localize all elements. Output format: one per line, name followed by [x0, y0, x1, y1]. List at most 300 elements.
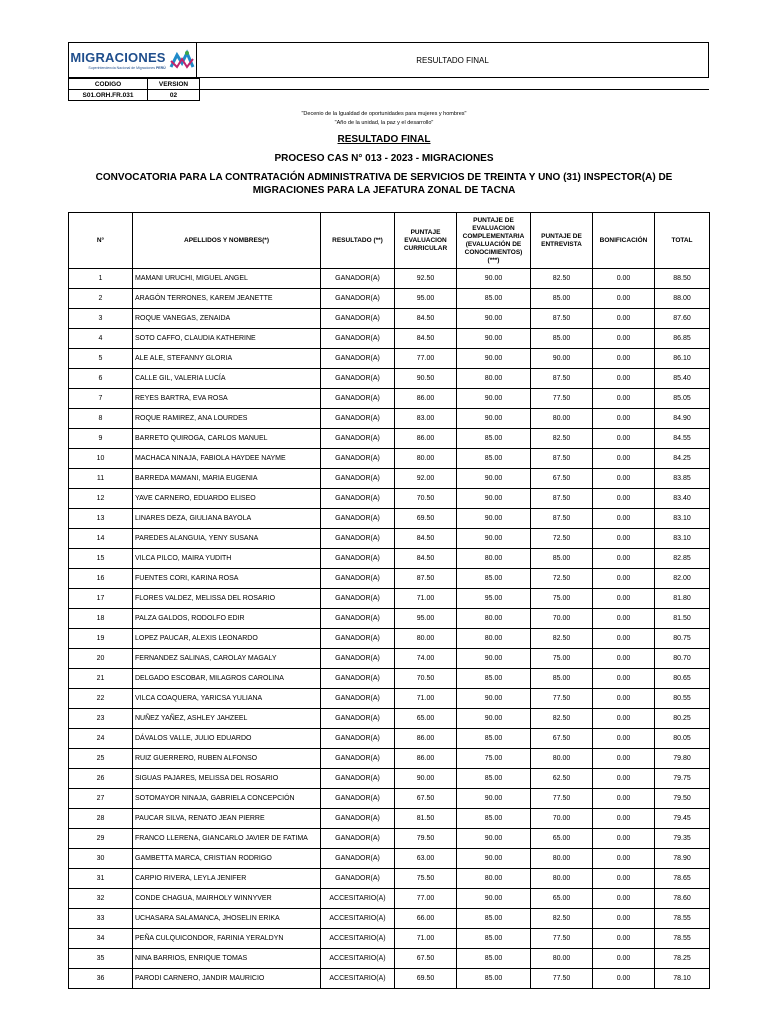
table-row	[69, 849, 710, 869]
cell-total: 83.10	[655, 529, 710, 549]
cell-name: PAUCAR SILVA, RENATO JEAN PIERRE	[133, 809, 321, 829]
cell-name: VILCA PILCO, MAIRA YUDITH	[133, 549, 321, 569]
cell-result: ACCESITARIO(A)	[321, 889, 395, 909]
cell-n: 26	[69, 769, 133, 789]
cell-n: 5	[69, 349, 133, 369]
cell-result: GANADOR(A)	[321, 429, 395, 449]
cell-comp: 90.00	[457, 309, 531, 329]
cell-n: 12	[69, 489, 133, 509]
table-row	[69, 969, 710, 989]
table-row	[69, 569, 710, 589]
cell-name: DELGADO ESCOBAR, MILAGROS CAROLINA	[133, 669, 321, 689]
cell-name: ROQUE RAMIREZ, ANA LOURDES	[133, 409, 321, 429]
cell-total: 83.40	[655, 489, 710, 509]
cell-cv: 77.00	[395, 889, 457, 909]
cell-result: GANADOR(A)	[321, 689, 395, 709]
cell-total: 84.55	[655, 429, 710, 449]
cell-total: 85.40	[655, 369, 710, 389]
cell-result: GANADOR(A)	[321, 729, 395, 749]
cell-total: 79.80	[655, 749, 710, 769]
cell-result: GANADOR(A)	[321, 489, 395, 509]
cell-interview: 85.00	[531, 669, 593, 689]
cell-bonus: 0.00	[593, 689, 655, 709]
cell-interview: 70.00	[531, 609, 593, 629]
cell-result: GANADOR(A)	[321, 569, 395, 589]
cell-total: 80.75	[655, 629, 710, 649]
cell-cv: 80.00	[395, 629, 457, 649]
cell-comp: 85.00	[457, 429, 531, 449]
cell-total: 88.00	[655, 289, 710, 309]
cell-total: 82.00	[655, 569, 710, 589]
cell-bonus: 0.00	[593, 489, 655, 509]
cell-bonus: 0.00	[593, 749, 655, 769]
cell-bonus: 0.00	[593, 809, 655, 829]
cell-interview: 85.00	[531, 549, 593, 569]
col-header-name: APELLIDOS Y NOMBRES(*)	[133, 213, 321, 269]
cell-cv: 90.00	[395, 769, 457, 789]
cell-n: 24	[69, 729, 133, 749]
cell-total: 78.90	[655, 849, 710, 869]
cell-name: PEÑA CULQUICONDOR, FARINIA YERALDYN	[133, 929, 321, 949]
cell-total: 81.50	[655, 609, 710, 629]
cell-name: LINARES DEZA, GIULIANA BAYOLA	[133, 509, 321, 529]
cell-interview: 87.50	[531, 509, 593, 529]
cell-bonus: 0.00	[593, 569, 655, 589]
cell-total: 79.45	[655, 809, 710, 829]
cell-name: FRANCO LLERENA, GIANCARLO JAVIER DE FATIMA	[133, 829, 321, 849]
cell-cv: 95.00	[395, 289, 457, 309]
cell-bonus: 0.00	[593, 429, 655, 449]
table-row	[69, 429, 710, 449]
table-row	[69, 329, 710, 349]
cell-bonus: 0.00	[593, 509, 655, 529]
cell-bonus: 0.00	[593, 969, 655, 989]
cell-n: 27	[69, 789, 133, 809]
cell-bonus: 0.00	[593, 389, 655, 409]
cell-bonus: 0.00	[593, 949, 655, 969]
cell-comp: 95.00	[457, 589, 531, 609]
cell-comp: 90.00	[457, 409, 531, 429]
cell-comp: 80.00	[457, 549, 531, 569]
cell-bonus: 0.00	[593, 669, 655, 689]
cell-total: 84.25	[655, 449, 710, 469]
col-header-result: RESULTADO (**)	[321, 213, 395, 269]
cell-bonus: 0.00	[593, 909, 655, 929]
cell-interview: 82.50	[531, 429, 593, 449]
cell-name: CONDE CHAGUA, MAIRHOLY WINNYVER	[133, 889, 321, 909]
cell-cv: 77.00	[395, 349, 457, 369]
process-title: PROCESO CAS N° 013 - 2023 - MIGRACIONES	[274, 153, 494, 164]
cell-n: 15	[69, 549, 133, 569]
col-header-bonus: BONIFICACIÓN	[593, 213, 655, 269]
cell-total: 78.55	[655, 909, 710, 929]
cell-comp: 85.00	[457, 969, 531, 989]
cell-comp: 80.00	[457, 869, 531, 889]
cell-bonus: 0.00	[593, 409, 655, 429]
cell-interview: 82.50	[531, 629, 593, 649]
year-quote: "Año de la unidad, la paz y el desarrollo"	[334, 120, 434, 126]
cell-cv: 84.50	[395, 529, 457, 549]
cell-bonus: 0.00	[593, 609, 655, 629]
table-row	[69, 489, 710, 509]
cell-comp: 85.00	[457, 669, 531, 689]
cell-cv: 80.00	[395, 449, 457, 469]
col-header-total: TOTAL	[655, 213, 710, 269]
cell-interview: 82.50	[531, 709, 593, 729]
table-row	[69, 769, 710, 789]
cell-result: ACCESITARIO(A)	[321, 909, 395, 929]
migraciones-logo	[70, 49, 194, 71]
cell-interview: 87.50	[531, 489, 593, 509]
cell-interview: 82.50	[531, 909, 593, 929]
cell-result: GANADOR(A)	[321, 649, 395, 669]
cell-n: 17	[69, 589, 133, 609]
cell-n: 22	[69, 689, 133, 709]
document-header	[68, 42, 709, 98]
cell-bonus: 0.00	[593, 369, 655, 389]
cell-cv: 84.50	[395, 309, 457, 329]
table-row	[69, 689, 710, 709]
cell-n: 28	[69, 809, 133, 829]
cell-result: GANADOR(A)	[321, 389, 395, 409]
cell-n: 3	[69, 309, 133, 329]
cell-total: 80.65	[655, 669, 710, 689]
cell-bonus: 0.00	[593, 829, 655, 849]
cell-comp: 90.00	[457, 349, 531, 369]
cell-cv: 75.50	[395, 869, 457, 889]
cell-cv: 92.50	[395, 269, 457, 289]
table-row	[69, 389, 710, 409]
cell-bonus: 0.00	[593, 709, 655, 729]
cell-n: 19	[69, 629, 133, 649]
cell-interview: 82.50	[531, 269, 593, 289]
cell-result: GANADOR(A)	[321, 369, 395, 389]
cell-name: GAMBETTA MARCA, CRISTIAN RODRIGO	[133, 849, 321, 869]
cell-name: VILCA COAQUERA, YARICSA YULIANA	[133, 689, 321, 709]
cell-bonus: 0.00	[593, 769, 655, 789]
cell-cv: 70.50	[395, 669, 457, 689]
cell-bonus: 0.00	[593, 529, 655, 549]
col-header-n: N°	[69, 213, 133, 269]
cell-total: 78.10	[655, 969, 710, 989]
table-row	[69, 709, 710, 729]
cell-bonus: 0.00	[593, 729, 655, 749]
cell-n: 25	[69, 749, 133, 769]
cell-interview: 87.50	[531, 449, 593, 469]
cell-name: RUIZ GUERRERO, RUBEN ALFONSO	[133, 749, 321, 769]
results-table	[68, 212, 710, 989]
cell-cv: 90.50	[395, 369, 457, 389]
cell-interview: 85.00	[531, 289, 593, 309]
cell-comp: 85.00	[457, 289, 531, 309]
cell-bonus: 0.00	[593, 269, 655, 289]
table-row	[69, 869, 710, 889]
cell-interview: 77.50	[531, 689, 593, 709]
table-header-row	[69, 213, 710, 269]
cell-cv: 83.00	[395, 409, 457, 429]
cell-total: 80.55	[655, 689, 710, 709]
table-row	[69, 889, 710, 909]
cell-interview: 62.50	[531, 769, 593, 789]
cell-bonus: 0.00	[593, 849, 655, 869]
version-label: VERSION	[148, 79, 200, 90]
table-row	[69, 929, 710, 949]
cell-comp: 85.00	[457, 569, 531, 589]
cell-cv: 69.50	[395, 969, 457, 989]
cell-n: 18	[69, 609, 133, 629]
table-row	[69, 609, 710, 629]
table-row	[69, 409, 710, 429]
cell-result: GANADOR(A)	[321, 349, 395, 369]
cell-total: 83.85	[655, 469, 710, 489]
cell-cv: 71.00	[395, 589, 457, 609]
cell-bonus: 0.00	[593, 349, 655, 369]
cell-name: MACHACA NINAJA, FABIOLA HAYDEE NAYME	[133, 449, 321, 469]
cell-bonus: 0.00	[593, 889, 655, 909]
cell-cv: 86.00	[395, 429, 457, 449]
cell-result: GANADOR(A)	[321, 449, 395, 469]
table-row	[69, 729, 710, 749]
cell-result: GANADOR(A)	[321, 749, 395, 769]
cell-n: 33	[69, 909, 133, 929]
cell-result: ACCESITARIO(A)	[321, 969, 395, 989]
cell-total: 80.70	[655, 649, 710, 669]
table-row	[69, 509, 710, 529]
cell-interview: 90.00	[531, 349, 593, 369]
cell-name: YAVE CARNERO, EDUARDO ELISEO	[133, 489, 321, 509]
cell-total: 86.10	[655, 349, 710, 369]
cell-total: 88.50	[655, 269, 710, 289]
cell-comp: 90.00	[457, 489, 531, 509]
cell-name: PAREDES ALANGUIA, YENY SUSANA	[133, 529, 321, 549]
cell-name: FUENTES CORI, KARINA ROSA	[133, 569, 321, 589]
cell-result: GANADOR(A)	[321, 869, 395, 889]
cell-n: 31	[69, 869, 133, 889]
cell-comp: 80.00	[457, 369, 531, 389]
cell-comp: 85.00	[457, 769, 531, 789]
cell-total: 79.50	[655, 789, 710, 809]
cell-interview: 65.00	[531, 889, 593, 909]
cell-result: ACCESITARIO(A)	[321, 949, 395, 969]
cell-name: UCHASARA SALAMANCA, JHOSELIN ERIKA	[133, 909, 321, 929]
cell-comp: 90.00	[457, 649, 531, 669]
cell-comp: 90.00	[457, 469, 531, 489]
col-header-comp: PUNTAJE DE EVALUACION COMPLEMENTARIA (EVALUACIÓN DE CONOCIMIENTOS) (***)	[457, 213, 531, 269]
cell-cv: 86.00	[395, 729, 457, 749]
logo-country: PERÚ	[155, 66, 166, 70]
cell-bonus: 0.00	[593, 929, 655, 949]
cell-name: SOTO CAFFO, CLAUDIA KATHERINE	[133, 329, 321, 349]
cell-result: GANADOR(A)	[321, 769, 395, 789]
cell-n: 11	[69, 469, 133, 489]
cell-total: 85.05	[655, 389, 710, 409]
table-row	[69, 269, 710, 289]
cell-result: GANADOR(A)	[321, 589, 395, 609]
cell-interview: 67.50	[531, 469, 593, 489]
cell-total: 79.35	[655, 829, 710, 849]
logo-text: MIGRACIONES	[70, 50, 166, 65]
table-row	[69, 669, 710, 689]
cell-interview: 80.00	[531, 749, 593, 769]
table-row	[69, 449, 710, 469]
cell-result: GANADOR(A)	[321, 669, 395, 689]
cell-n: 7	[69, 389, 133, 409]
cell-comp: 90.00	[457, 529, 531, 549]
cell-cv: 74.00	[395, 649, 457, 669]
code-version-table	[68, 78, 709, 98]
cell-cv: 71.00	[395, 929, 457, 949]
cell-n: 34	[69, 929, 133, 949]
cell-cv: 63.00	[395, 849, 457, 869]
cell-interview: 77.50	[531, 929, 593, 949]
cell-comp: 90.00	[457, 829, 531, 849]
cell-interview: 80.00	[531, 409, 593, 429]
cell-result: GANADOR(A)	[321, 329, 395, 349]
cell-comp: 90.00	[457, 849, 531, 869]
cell-bonus: 0.00	[593, 469, 655, 489]
cell-cv: 87.50	[395, 569, 457, 589]
cell-interview: 67.50	[531, 729, 593, 749]
cell-cv: 86.00	[395, 389, 457, 409]
table-row	[69, 349, 710, 369]
cell-total: 78.55	[655, 929, 710, 949]
cell-name: LOPEZ PAUCAR, ALEXIS LEONARDO	[133, 629, 321, 649]
logo-subtitle: Superintendencia Nacional de Migraciones	[88, 66, 155, 70]
table-row	[69, 649, 710, 669]
cell-result: GANADOR(A)	[321, 849, 395, 869]
cell-name: CARPIO RIVERA, LEYLA JENIFER	[133, 869, 321, 889]
cell-n: 20	[69, 649, 133, 669]
cell-name: SOTOMAYOR NINAJA, GABRIELA CONCEPCIÓN	[133, 789, 321, 809]
cell-total: 80.25	[655, 709, 710, 729]
cell-n: 16	[69, 569, 133, 589]
cell-name: PALZA GALDOS, RODOLFO EDIR	[133, 609, 321, 629]
cell-bonus: 0.00	[593, 549, 655, 569]
cell-comp: 90.00	[457, 509, 531, 529]
cell-cv: 81.50	[395, 809, 457, 829]
cell-n: 30	[69, 849, 133, 869]
cell-cv: 69.50	[395, 509, 457, 529]
cell-comp: 80.00	[457, 629, 531, 649]
cell-name: NINA BARRIOS, ENRIQUE TOMAS	[133, 949, 321, 969]
decade-quote: "Decenio de la Igualdad de oportunidades para mujeres y hombres"	[301, 111, 467, 117]
cell-result: GANADOR(A)	[321, 509, 395, 529]
cell-bonus: 0.00	[593, 589, 655, 609]
cell-interview: 85.00	[531, 329, 593, 349]
cell-cv: 71.00	[395, 689, 457, 709]
cell-n: 4	[69, 329, 133, 349]
cell-comp: 85.00	[457, 809, 531, 829]
cell-cv: 70.50	[395, 489, 457, 509]
cell-n: 29	[69, 829, 133, 849]
table-row	[69, 549, 710, 569]
call-title: CONVOCATORIA PARA LA CONTRATACIÓN ADMINISTRATIVA DE SERVICIOS DE TREINTA Y UNO (31) INSPECTOR(A) DE MIGRACIONES PARA LA JEFATURA ZONAL DE TACNA	[95, 172, 673, 196]
cell-name: ARAGÓN TERRONES, KAREM JEANETTE	[133, 289, 321, 309]
table-row	[69, 949, 710, 969]
cell-name: BARREDA MAMANI, MARIA EUGENIA	[133, 469, 321, 489]
cell-result: GANADOR(A)	[321, 309, 395, 329]
cell-n: 9	[69, 429, 133, 449]
table-row	[69, 909, 710, 929]
cell-comp: 80.00	[457, 609, 531, 629]
cell-name: ALE ALE, STEFANNY GLORIA	[133, 349, 321, 369]
cell-comp: 85.00	[457, 949, 531, 969]
cell-comp: 90.00	[457, 329, 531, 349]
cell-comp: 90.00	[457, 689, 531, 709]
page-title: RESULTADO FINAL	[337, 134, 431, 145]
table-row	[69, 809, 710, 829]
cell-interview: 77.50	[531, 969, 593, 989]
cell-cv: 92.00	[395, 469, 457, 489]
cell-cv: 84.50	[395, 549, 457, 569]
cell-interview: 65.00	[531, 829, 593, 849]
cell-result: GANADOR(A)	[321, 709, 395, 729]
cell-n: 10	[69, 449, 133, 469]
cell-interview: 70.00	[531, 809, 593, 829]
cell-name: BARRETO QUIROGA, CARLOS MANUEL	[133, 429, 321, 449]
cell-result: GANADOR(A)	[321, 629, 395, 649]
cell-cv: 86.00	[395, 749, 457, 769]
cell-name: REYES BARTRA, EVA ROSA	[133, 389, 321, 409]
cell-total: 80.05	[655, 729, 710, 749]
cell-comp: 85.00	[457, 729, 531, 749]
table-row	[69, 749, 710, 769]
cell-n: 21	[69, 669, 133, 689]
cell-interview: 72.50	[531, 529, 593, 549]
cell-result: GANADOR(A)	[321, 469, 395, 489]
table-row	[69, 589, 710, 609]
cell-n: 23	[69, 709, 133, 729]
cell-comp: 85.00	[457, 449, 531, 469]
cell-cv: 79.50	[395, 829, 457, 849]
cell-n: 2	[69, 289, 133, 309]
cell-result: GANADOR(A)	[321, 549, 395, 569]
cell-interview: 80.00	[531, 849, 593, 869]
cell-n: 1	[69, 269, 133, 289]
cell-bonus: 0.00	[593, 449, 655, 469]
cell-result: GANADOR(A)	[321, 269, 395, 289]
cell-name: FLORES VALDEZ, MELISSA DEL ROSARIO	[133, 589, 321, 609]
cell-cv: 84.50	[395, 329, 457, 349]
cell-total: 78.60	[655, 889, 710, 909]
cell-result: GANADOR(A)	[321, 529, 395, 549]
cell-comp: 90.00	[457, 889, 531, 909]
cell-name: ROQUE VANEGAS, ZENAIDA	[133, 309, 321, 329]
cell-name: SIGUAS PAJARES, MELISSA DEL ROSARIO	[133, 769, 321, 789]
cell-cv: 95.00	[395, 609, 457, 629]
logo-emblem-icon	[169, 49, 195, 71]
col-header-cv: PUNTAJE EVALUACION CURRICULAR	[395, 213, 457, 269]
cell-n: 36	[69, 969, 133, 989]
table-row	[69, 829, 710, 849]
cell-cv: 65.00	[395, 709, 457, 729]
cell-name: NUÑEZ YAÑEZ, ASHLEY JAHZEEL	[133, 709, 321, 729]
cell-total: 81.80	[655, 589, 710, 609]
cell-result: GANADOR(A)	[321, 809, 395, 829]
cell-comp: 90.00	[457, 709, 531, 729]
cell-total: 82.85	[655, 549, 710, 569]
table-row	[69, 529, 710, 549]
cell-comp: 90.00	[457, 389, 531, 409]
cell-result: ACCESITARIO(A)	[321, 929, 395, 949]
cell-total: 84.90	[655, 409, 710, 429]
cell-bonus: 0.00	[593, 309, 655, 329]
logo-box	[68, 42, 197, 78]
table-row	[69, 309, 710, 329]
col-header-interview: PUNTAJE DE ENTREVISTA	[531, 213, 593, 269]
table-row	[69, 469, 710, 489]
document-title: RESULTADO FINAL	[196, 42, 709, 78]
